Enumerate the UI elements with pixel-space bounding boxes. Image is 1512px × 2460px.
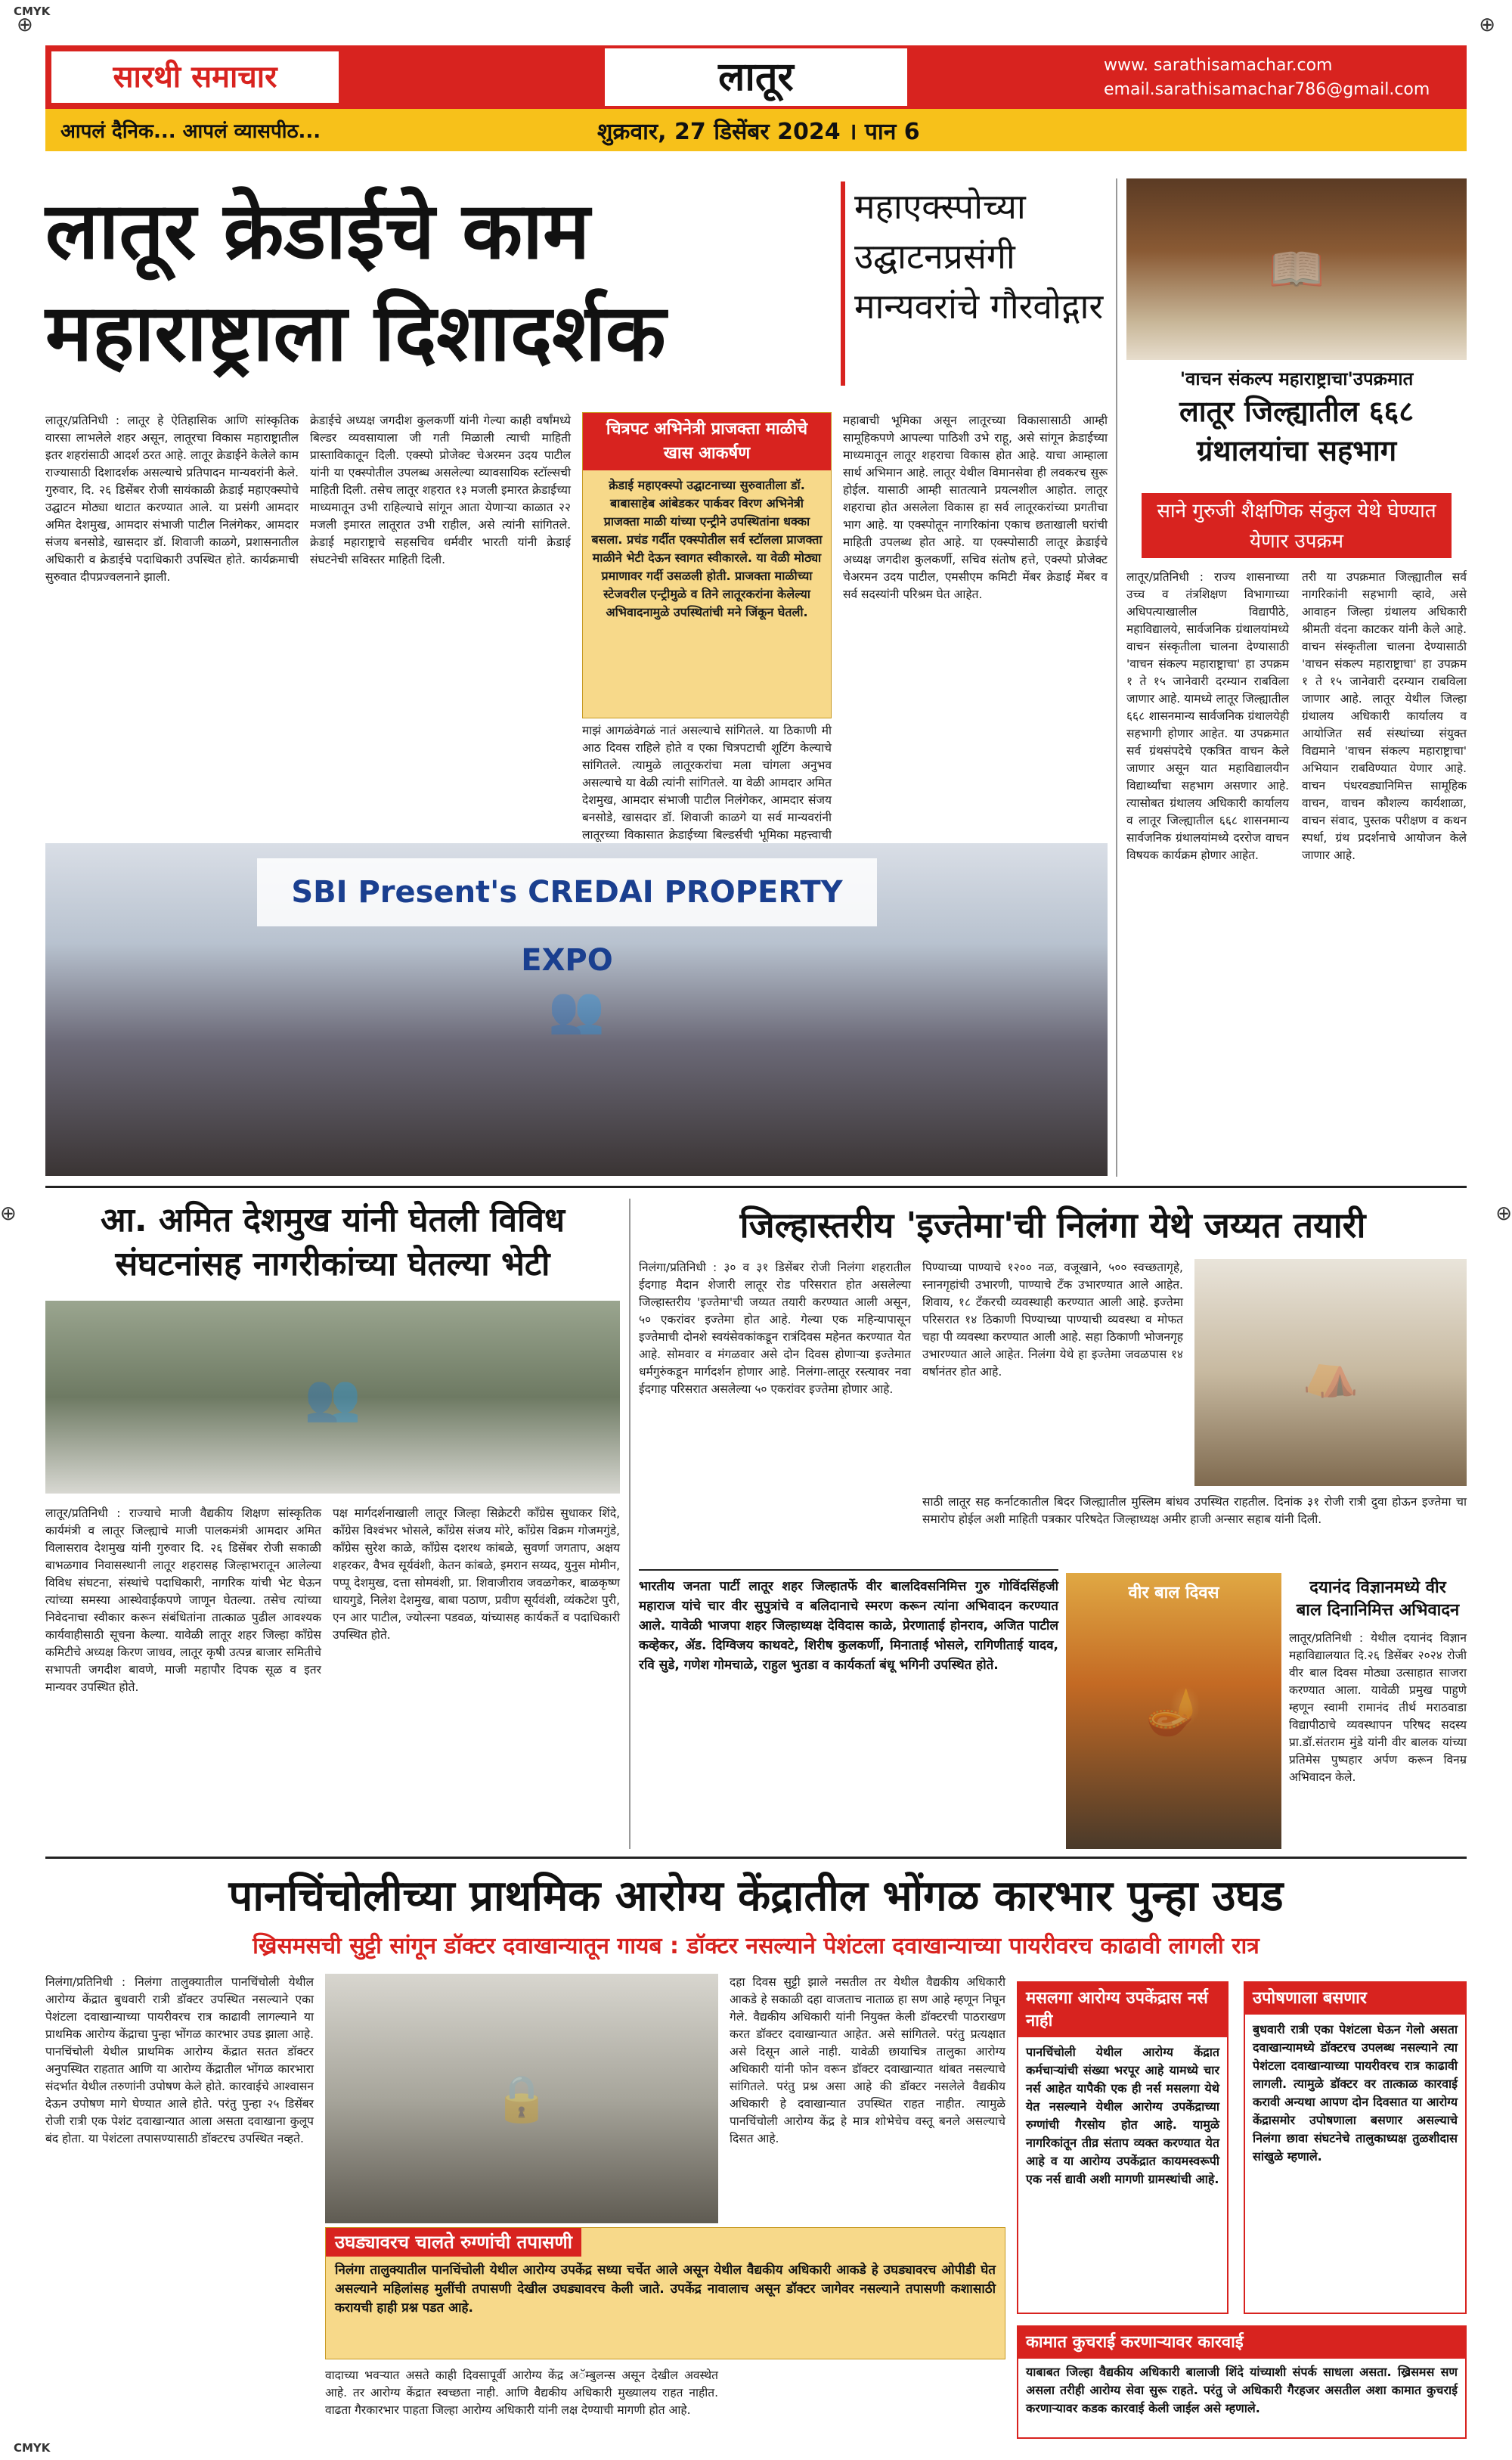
health-photo-caption-title: उघड्यावरच चालते रुग्णांची तपासणी bbox=[326, 2228, 581, 2257]
health-col3: दहा दिवस सुट्टी झाले नसतील तर येथील वैद्यकीय अधिकारी आकडे हे सकाळी दहा वाजताच नाताळ हा सण आहे म्हणून निघून गेले. वैद्यकीय अधिकारी यांनी नियुक्त केली डॉक्टरची पाठराखण करत डॉक्टर दवाखान्यात आहेत. असे सांगितले. परंतु प्रत्यक्षात असे दिसून आले नाही. यावेळी छायाचित्र तालुका आरोग्य अधिकारी यांनी फोन वरून डॉक्टर दवाखान्यात थांबत नसल्याचे सांगितले. परंतु प्रश्न असा आहे की डॉक्टर नसलेले वैद्यकीय अधिकारी हे दवाखान्यात उपस्थित राहत नाहीत. त्यामुळे पानचिंचोली आरोग्य केंद्र हे मात्र शोभेचेच वस्तू बनले असल्याचे दिसत आहे. bbox=[730, 1975, 1005, 2145]
deshmukh-col1: लातूर/प्रतिनिधी : राज्याचे माजी वैद्यकीय शिक्षण सांस्कृतिक कार्यमंत्री व लातूर जिल्ह्याचे माजी पालकमंत्री आमदार अमित विलासराव देशमुख यांनी गुरुवार दि. २६ डिसेंबर रोजी सकाळी बाभळगाव निवासस्थानी लातूर शहरासह जिल्हाभरातून आलेल्या विविध संघटना, संस्थांचे पदाधिकारी, नागरिक यांची भेट घेऊन त्यांच्या समस्या आस्थेवाईकपणे जाणून घेतल्या. तसेच त्यांच्या निवेदनाचा स्वीकार करून संबंधितांना तात्काळ पुढील आवश्यक कार्यवाहीसाठी सूचना केल्या. यावेळी लातूर शहर जिल्हा काँग्रेस कमिटीचे अध्यक्ष किरण जाधव, लातूर कृषी उत्पन्न बाजार समितीचे सभापती जगदीश बावणे, माजी महापौर दिपक सूळ व इतर मान्यवर उपस्थित होते. bbox=[45, 1506, 321, 1694]
health-subtitle: ख्रिसमसची सुट्टी सांगून डॉक्टर दवाखान्यातून गायब : डॉक्टर नसल्याने पेशंटला दवाखान्याच्या पायरीवरच काढावी लागली रात्र bbox=[253, 1933, 1259, 1959]
bjp-text: भारतीय जनता पार्टी लातूर शहर जिल्हातर्फे वीर बालदिवसनिमित्त गुरु गोविंदसिंहजी महाराज यांचे चार वीर सुपुत्रांचे व बलिदानाचे स्मरण करून त्यांना अभिवादन करण्यात आले. यावेळी भाजपा शहर जिल्हाध्यक्ष देविदास काळे, प्रेरणाताई होनराव, अजित पाटील कव्हेकर, ॲड. दिग्विजय काथवटे, शिरीष कुलकर्णी, मिनाताई भोसले, रागिणीताई यादव, रवि सुडे, गणेश गोमचाळे, राहुल भुतडा व कार्यकर्ता बंधू भगिनी उपस्थित होते. bbox=[639, 1579, 1058, 1673]
highlight-title: चित्रपट अभिनेत्री प्राजक्ता माळीचे खास आकर्षण bbox=[583, 413, 831, 470]
book-icon: 📖 bbox=[1268, 243, 1325, 296]
ijtema-title: जिल्हास्तरीय 'इज्तेमा'ची निलंगा येथे जय्यत तयारी bbox=[739, 1205, 1366, 1246]
bjp-banner: वीर बाल दिवस bbox=[1128, 1584, 1219, 1602]
health-title: पानचिंचोलीच्या प्राथमिक आरोग्य केंद्रातील भोंगळ कारभार पुन्हा उघड bbox=[228, 1872, 1284, 1921]
deshmukh-title-line1: आ. अमित देशमुख यांनी घेतली विविध bbox=[100, 1201, 565, 1239]
books-photo bbox=[1126, 178, 1467, 360]
lead-divider bbox=[841, 181, 845, 386]
books-col1: लातूर/प्रतिनिधी : राज्य शासनाच्या उच्च व तंत्रशिक्षण विभागाच्या अधिपत्याखालील विद्यापीठे, महाविद्यालये, सार्वजनिक ग्रंथालयांमध्ये वाचन संस्कृतीला चालना देण्यासाठी 'वाचन संकल्प महाराष्ट्राचा' हा उपक्रम १ ते १५ जानेवारी दरम्यान राबविला जाणार आहे. यामध्ये लातूर जिल्ह्यातील ६६८ शासनमान्य सार्वजनिक ग्रंथालयेही सहभागी होणार आहेत. या उपक्रमात सर्व ग्रंथसंपदेचे एकत्रित वाचन केले जाणार असून यात महाविद्यालयीन विद्यार्थ्यांचा सहभाग असणार आहे. त्यासोबत ग्रंथालय अधिकारी कार्यालय व लातूर जिल्ह्यातील ६६८ शासनमान्य सार्वजनिक ग्रंथालयांमध्ये दररोज वाचन विषयक कार्यक्रम होणार आहेत. bbox=[1126, 570, 1289, 862]
group-photo-icon: 👥 bbox=[548, 983, 605, 1037]
highlight-body: क्रेडाई महाएक्स्पो उद्घाटनाच्या सुरुवातीला डॉ. बाबासाहेब आंबेडकर पार्कवर विरण अभिनेत्री प्राजक्ता माळी यांच्या एन्ट्रीने उपस्थितांना धक्का बसला. प्रचंड गर्दीत एक्स्पोतील सर्व स्टॉलला प्राजक्ता माळीने भेटी देऊन स्वागत स्वीकारले. या वेळी मोठ्या प्रमाणावर गर्दी उसळली होती. प्राजक्ता माळीच्या स्टेजवरील एन्ट्रीमुळे व तिने लातूरकरांना केलेल्या अभिवादनामुळे उपस्थितांची मने जिंकून घेतली. bbox=[591, 478, 823, 619]
health-box3-body: याबाबत जिल्हा वैद्यकीय अधिकारी बालाजी शिंदे यांच्याशी संपर्क साधला असता. ख्रिसमस सण असला तरीही आरोग्य सेवा सुरू राहते. परंतु जे अधिकारी गैरहजर असतील अशा कामात कुचराई करणाऱ्यावर कडक कारवाई केली जाईल असे म्हणाले. bbox=[1026, 2365, 1458, 2415]
masthead bbox=[45, 45, 1467, 151]
lead-photo-banner: SBI Present's CREDAI PROPERTY EXPO bbox=[257, 858, 877, 926]
health-col1: निलंगा/प्रतिनिधी : निलंगा तालुक्यातील पानचिंचोली येथील आरोग्य केंद्रात बुधवारी रात्री डॉक्टर उपस्थित नसल्याने एका पेशंटला दवाखान्याच्या पायरीवरच रात्र काढावी लागल्याने या प्राथमिक आरोग्य केंद्राचा पुन्हा भोंगळ कारभार उघड झाला आहे. पानचिंचोली येथील प्राथमिक आरोग्य केंद्रात सतत डॉक्टर अनुपस्थित राहतात आणि या आरोग्य केंद्रातील भोंगळ कारभारा संदर्भात येथील तरुणांनी उपोषण केले होते. कारवाईचे आश्वासन देऊन उपोषण मागे घेण्यात आले होते. परंतु पुन्हा २५ डिसेंबर रोजी रात्री एक पेशंट दवाखान्यात आला असता दवाखाना कुलूप बंद होता. या पेशंटला तपासण्यासाठी डॉक्टरच उपस्थित नव्हते. bbox=[45, 1975, 314, 2145]
dayanand-title bbox=[1289, 1577, 1467, 1622]
books-title: लातूर जिल्ह्यातील ६६८ ग्रंथालयांचा सहभाग bbox=[1179, 395, 1414, 467]
lead-headline-line2: महाराष्ट्राला दिशादर्शक bbox=[45, 287, 666, 379]
date-line: शुक्रवार, 27 डिसेंबर 2024 । पान 6 bbox=[597, 119, 920, 145]
health-box3 bbox=[1017, 2325, 1467, 2439]
tagline: आपलं दैनिक... आपलं व्यासपीठ... bbox=[60, 120, 321, 143]
books-column-divider bbox=[1116, 178, 1117, 1177]
deshmukh-divider bbox=[629, 1199, 631, 1849]
cmyk-mark-bottom: CMYK bbox=[14, 2441, 51, 2455]
health-photo-caption-body: निलंगा तालुक्यातील पानचिंचोली येथील आरोग्य उपकेंद्र सध्या चर्चेत आले असून येथील वैद्यकीय अधिकारी आकडे हे उघड्यावरच ओपीडी घेत असल्याने महिलांसह मुलींची तपासणी देखील उघड्यावरच केली जाते. उपकेंद्र नावालाच असून डॉक्टर जागेवर नसल्याने तपासणी कशासाठी करायची हाही प्रश्न पडत आहे. bbox=[335, 2263, 996, 2316]
health-box1-title: मसलगा आरोग्य उपकेंद्रास नर्स नाही bbox=[1018, 1983, 1227, 2037]
books-kicker: 'वाचन संकल्प महाराष्ट्राचा'उपक्रमात bbox=[1179, 368, 1414, 389]
lead-col1: लातूर/प्रतिनिधी : लातूर हे ऐतिहासिक आणि सांस्कृतिक वारसा लाभलेले शहर असून, लातूरचा विकास महाराष्ट्रातील इतर शहरांसाठी आदर्श ठरत आहे. लातूर क्रेडाईने केलेले काम राज्यासाठी दिशादर्शक असल्याचे प्रतिपादन मान्यवरांनी केले. गुरुवार, दि. २६ डिसेंबर रोजी सायंकाळी क्रेडाई महाएक्स्पोचे उद्घाटन मोठ्या थाटात करण्यात आले. या प्रसंगी आमदार अमित देशमुख, आमदार संभाजी पाटील निलंगेकर, आमदार संजय बनसोडे, खासदार डॉ. शिवाजी काळगे, प्रशासनातील अधिकारी व क्रेडाईचे पदाधिकारी उपस्थित होते. कार्यक्रमाची सुरुवात दीपप्रज्वलनाने झाली. bbox=[45, 414, 299, 584]
books-subtitle: साने गुरुजी शैक्षणिक संकुल येथे घेण्यात येणार उपक्रम bbox=[1142, 493, 1452, 558]
ijtema-caption: साठी लातूर सह कर्नाटकातील बिदर जिल्ह्यातील मुस्लिम बांधव उपस्थित राहतील. दिनांक ३१ रोजी रात्री दुवा होऊन इज्तेमा चा समारोप होईल अशी माहिती पत्रकार परिषदेत जिल्हाध्यक्ष अमीर हाजी अन्सार सहाब यांनी दिली. bbox=[922, 1495, 1467, 1526]
health-photo-caption-box bbox=[325, 2227, 1005, 2359]
deshmukh-title bbox=[45, 1199, 620, 1286]
tent-photo-icon: ⛺ bbox=[1302, 1346, 1359, 1400]
health-box1 bbox=[1017, 1981, 1228, 2314]
registration-mark-icon: ⊕ bbox=[1479, 14, 1495, 36]
lead-headline bbox=[45, 181, 832, 401]
dayanand-body: लातूर/प्रतिनिधी : येथील दयानंद विज्ञान महाविद्यालयात दि.२६ डिसेंबर २०२४ रोजी वीर बाल दिवस मोठ्या उत्साहात साजरा करण्यात आला. यावेळी प्रमुख पाहुणे म्हणून स्वामी रामानंद तीर्थ मराठवाडा विद्यापीठाचे व्यवस्थापन परिषद सदस्य प्रा.डॉ.संतराम मुंडे यांनी वीर बालक यांच्या प्रतिमेस पुष्पहार अर्पण करून विनम्र अभिवादन केले. bbox=[1289, 1631, 1467, 1784]
website[interactable]: www. sarathisamachar.com bbox=[1104, 56, 1333, 75]
section-divider-2 bbox=[45, 1857, 1467, 1859]
edition-city: लातूर bbox=[605, 48, 907, 106]
health-box2-body: बुधवारी रात्री एका पेशंटला घेऊन गेलो असता दवाखान्यामध्ये डॉक्टरच उपलब्ध नसल्याने त्या पेशंटला दवाखान्याच्या पायरीवरच रात्र काढावी लागली. त्यामुळे डॉक्टर वर तात्काळ कारवाई करावी अन्यथा आपण दोन दिवसात या आरोग्य केंद्रासमोर उपोषणाला बसणार असल्याचे निलंगा छावा संघटनेचे तालुकाध्यक्ष तुळशीदास सांखुळे म्हणाले. bbox=[1253, 2022, 1458, 2164]
ijtema-photo bbox=[1194, 1259, 1467, 1486]
health-box2-title: उपोषणाला बसणार bbox=[1245, 1983, 1465, 2015]
deshmukh-col2: पक्ष मार्गदर्शनाखाली लातूर जिल्हा सिक्रेटरी काँग्रेस सुधाकर शिंदे, काँग्रेस विश्वंभर भोसले, काँग्रेस संजय मोरे, काँग्रेस विक्रम गोजमगुंडे, काँग्रेस सुरेश काळे, काँग्रेस दशरथ कांबळे, सुवर्णा जगताप, अक्षय शहरकर, वैभव सूर्यवंशी, केतन कांबळे, इमरान सय्यद, युनुस मोमीन, पप्पू देशमुख, दत्ता सोमवंशी, प्रा. शिवाजीराव जवळगेकर, बाळकृष्ण धायगुडे, निलेश देशमुख, बाबा पठाण, प्रवीण सूर्यवंशी, व्यंकटेश पुरी, एन आर पाटील, ज्योत्स्ना पडवळ, यांच्यासह कार्यकर्ते व पदाधिकारी उपस्थित होते. bbox=[333, 1506, 620, 1642]
deshmukh-photo bbox=[45, 1301, 620, 1494]
lead-col2: क्रेडाईचे अध्यक्ष जगदीश कुलकर्णी यांनी गेल्या काही वर्षांमध्ये बिल्डर व्यवसायाला जी गती मिळाली त्याची माहिती प्रास्ताविकातून दिली. एक्स्पो प्रोजेक्ट चेअरमन उदय पाटील यांनी या एक्स्पोतील उपलब्ध असलेल्या व्यावसायिक स्टॉल्सची माहिती दिली. तसेच लातूर शहरात १३ मजली इमारत क्रेडाईच्या माध्यमातून उभी राहिल्याचे सांगून आता येणाऱ्या काळात २२ मजली इमारत लातूरात उभी राहील, असे त्यांनी सांगितले. क्रेडाई महाराष्ट्राचे सहसचिव धर्मवीर भारती यांनी क्रेडाई संघटनेची सविस्तर माहिती दिली. bbox=[310, 414, 571, 566]
health-box1-body: पानचिंचोली येथील आरोग्य केंद्रात कर्मचाऱ्यांची संख्या भरपूर आहे यामध्ये चार नर्स आहेत यापैकी एक ही नर्स मसलगा येथे येत नसल्याने येथील आरोग्य उपकेंद्राच्या रुग्णांची गैरसोय होत आहे. यामुळे नागरिकांतून तीव्र संताप व्यक्त करण्यात येत आहे व या आरोग्य उपकेंद्रात कायमस्वरूपी एक नर्स द्यावी अशी मागणी ग्रामस्थांची आहे. bbox=[1026, 2045, 1219, 2186]
registration-mark-icon: ⊕ bbox=[0, 1202, 17, 1225]
ijtema-col2: पिण्याच्या पाण्याचे १२०० नळ, वजूखाने, ५०० स्वच्छतागृहे, स्नानगृहांची उभारणी, पाण्याचे टँक उभारण्यात आले आहेत. शिवाय, १८ टँकरची व्यवस्थाही करण्यात आली आहे. इज्तेमा परिसरात १४ ठिकाणी पिण्याच्या पाण्याची व्यवस्था व मोफत चहा पी व्यवस्था करण्यात आली आहे. सहा ठिकाणी भोजनगृह उभारण्यात आले आहेत. निलंगा येथे हा इज्तेमा जवळपास १४ वर्षानंतर होत आहे. bbox=[922, 1261, 1183, 1379]
ijtema-col1: निलंगा/प्रतिनिधी : ३० व ३१ डिसेंबर रोजी निलंगा शहरातील ईदगाह मैदान शेजारी लातूर रोड परिसरात होत असलेल्या जिल्हास्तरीय 'इज्तेमा'ची जय्यत तयारी करण्यात आली असून, ५० एकरांवर इज्तेमा होत आहे. गेल्या एक महिन्यापासून इज्तेमाची दोनशे स्वयंसेवकांकडून रात्रंदिवस महेनत करण्यात येत आहे. सोमवार व मंगळवार असे दोन दिवस होणाऱ्या इज्तेमात धर्मगुरुंकडून मार्गदर्शन होणार आहे. निलंगा-लातूर रस्त्यावर नवा ईदगाह परिसरात असलेल्या ५० एकरांवर इज्तेमा होणार आहे. bbox=[639, 1261, 911, 1396]
registration-mark-icon: ⊕ bbox=[1495, 1202, 1512, 1225]
health-box3-title: कामात कुचराई करणाऱ्यावर कारवाई bbox=[1018, 2327, 1465, 2359]
email[interactable]: email.sarathisamachar786@gmail.com bbox=[1104, 80, 1430, 99]
lead-photo bbox=[45, 843, 1108, 1176]
cmyk-mark-top: CMYK bbox=[14, 5, 51, 18]
lead-col4: महाबाची भूमिका असून लातूरच्या विकासासाठी आम्ही सामूहिकपणे आपल्या पाठिशी उभे राहू, असे सांगून क्रेडाईच्या माध्यमातून लातूर शहराचा विकास होत आहे. याचा आम्हाला सार्थ अभिमान आहे. लातूर येथील विमानसेवा ही लवकरच सुरू होईल. यासाठी आम्ही सातत्याने प्रयत्नशील आहोत. लातूर शहराचा होत असलेला विकास हा सर्व लातूरकरांच्या प्रगतीचा भाग आहे. या एक्स्पोतून नागरिकांना एकाच छताखाली घरांची माहिती उपलब्ध होत आहे. या एक्स्पोसाठी लातूर क्रेडाईचे अध्यक्ष जगदीश कुलकर्णी, सचिव संतोष हत्ते, एक्स्पो प्रोजेक्ट चेअरमन उदय पाटील, एमसीएम कमिटी मेंबर क्रेडाई मेंबर व सर्व सदस्यांनी परिश्रम घेत आहेत. bbox=[843, 414, 1108, 601]
dayanand-title-line1: दयानंद विज्ञानमध्ये वीर bbox=[1309, 1578, 1446, 1597]
highlight-box bbox=[582, 412, 832, 718]
health-col2-tail: वादाच्या भवऱ्यात असते काही दिवसापूर्वी आरोग्य केंद्र अॅम्बुलन्स असून देखील अवस्थेत आहे. तर आरोग्य केंद्रात स्वच्छता नाही. आणि वैद्यकीय अधिकारी मुख्यालय राहत नाहीत. वाढता गैरकारभार पाहता जिल्हा आरोग्य अधिकारी यांनी लक्ष देण्याची मागणी होत आहे. bbox=[325, 2368, 718, 2417]
dayanand-title-line2: बाल दिनानिमित्त अभिवादन bbox=[1296, 1601, 1460, 1620]
lead-col3: माझं आगळंवेगळं नातं असल्याचे सांगितले. या ठिकाणी मी आठ दिवस राहिले होते व एका चित्रपटाची शूटिंग केल्याचे सांगितले. त्यामुळे लातूरकरांचा मला चांगला अनुभव असल्याचे या वेळी त्यांनी सांगितले. या वेळी आमदार अमित देशमुख, आमदार संभाजी पाटील निलंगेकर, आमदार संजय बनसोडे, खासदार डॉ. शिवाजी काळगे या सर्व मान्यवरांनी लातूरच्या विकासात क्रेडाईच्या बिल्डर्सची भूमिका महत्त्वाची bbox=[582, 724, 832, 842]
bjp-photo bbox=[1066, 1573, 1281, 1849]
books-col2: तरी या उपक्रमात जिल्ह्यातील सर्व नागरिकांनी सहभागी व्हावे, असे आवाहन जिल्हा ग्रंथालय अधिकारी श्रीमती वंदना काटकर यांनी केले आहे. वाचन संस्कृतीला चालना देण्यासाठी 'वाचन संकल्प महाराष्ट्राचा' हा उपक्रम १ ते १५ जानेवारी दरम्यान राबविला जाणार आहे. लातूर येथील जिल्हा ग्रंथालय अधिकारी कार्यालय व आयोजित सर्व संस्थांच्या संयुक्त विद्यमाने 'वाचन संकल्प महाराष्ट्राचा' अभियान राबविण्यात येणार आहे. वाचन पंधरवड्यानिमित्त सामूहिक वाचन, वाचन कौशल्य कार्यशाळा, वाचन संवाद, पुस्तक परीक्षण व कथन स्पर्धा, ग्रंथ प्रदर्शनाचे आयोजन केले जाणार आहे. bbox=[1302, 570, 1467, 862]
paper-name: सारथी समाचार bbox=[51, 51, 339, 103]
deshmukh-title-line2: संघटनांसह नागरीकांच्या घेतल्या भेटी bbox=[115, 1245, 550, 1283]
registration-mark-icon: ⊕ bbox=[17, 14, 33, 36]
meeting-photo-icon: 👥 bbox=[304, 1371, 361, 1424]
lead-subhead: महाएक्स्पोच्या उद्घाटनप्रसंगी मान्यवरांचे गौरवोद्गार bbox=[854, 186, 1104, 327]
health-photo bbox=[325, 1974, 718, 2223]
bjp-box bbox=[639, 1569, 1058, 1849]
lead-headline-line1: लातूर क्रेडाईचे काम bbox=[45, 185, 590, 277]
locked-gate-icon: 🔒 bbox=[493, 2072, 550, 2126]
section-divider-1 bbox=[45, 1186, 1467, 1188]
health-box2 bbox=[1244, 1981, 1467, 2314]
tribute-photo-icon: 🪔 bbox=[1145, 1685, 1202, 1738]
